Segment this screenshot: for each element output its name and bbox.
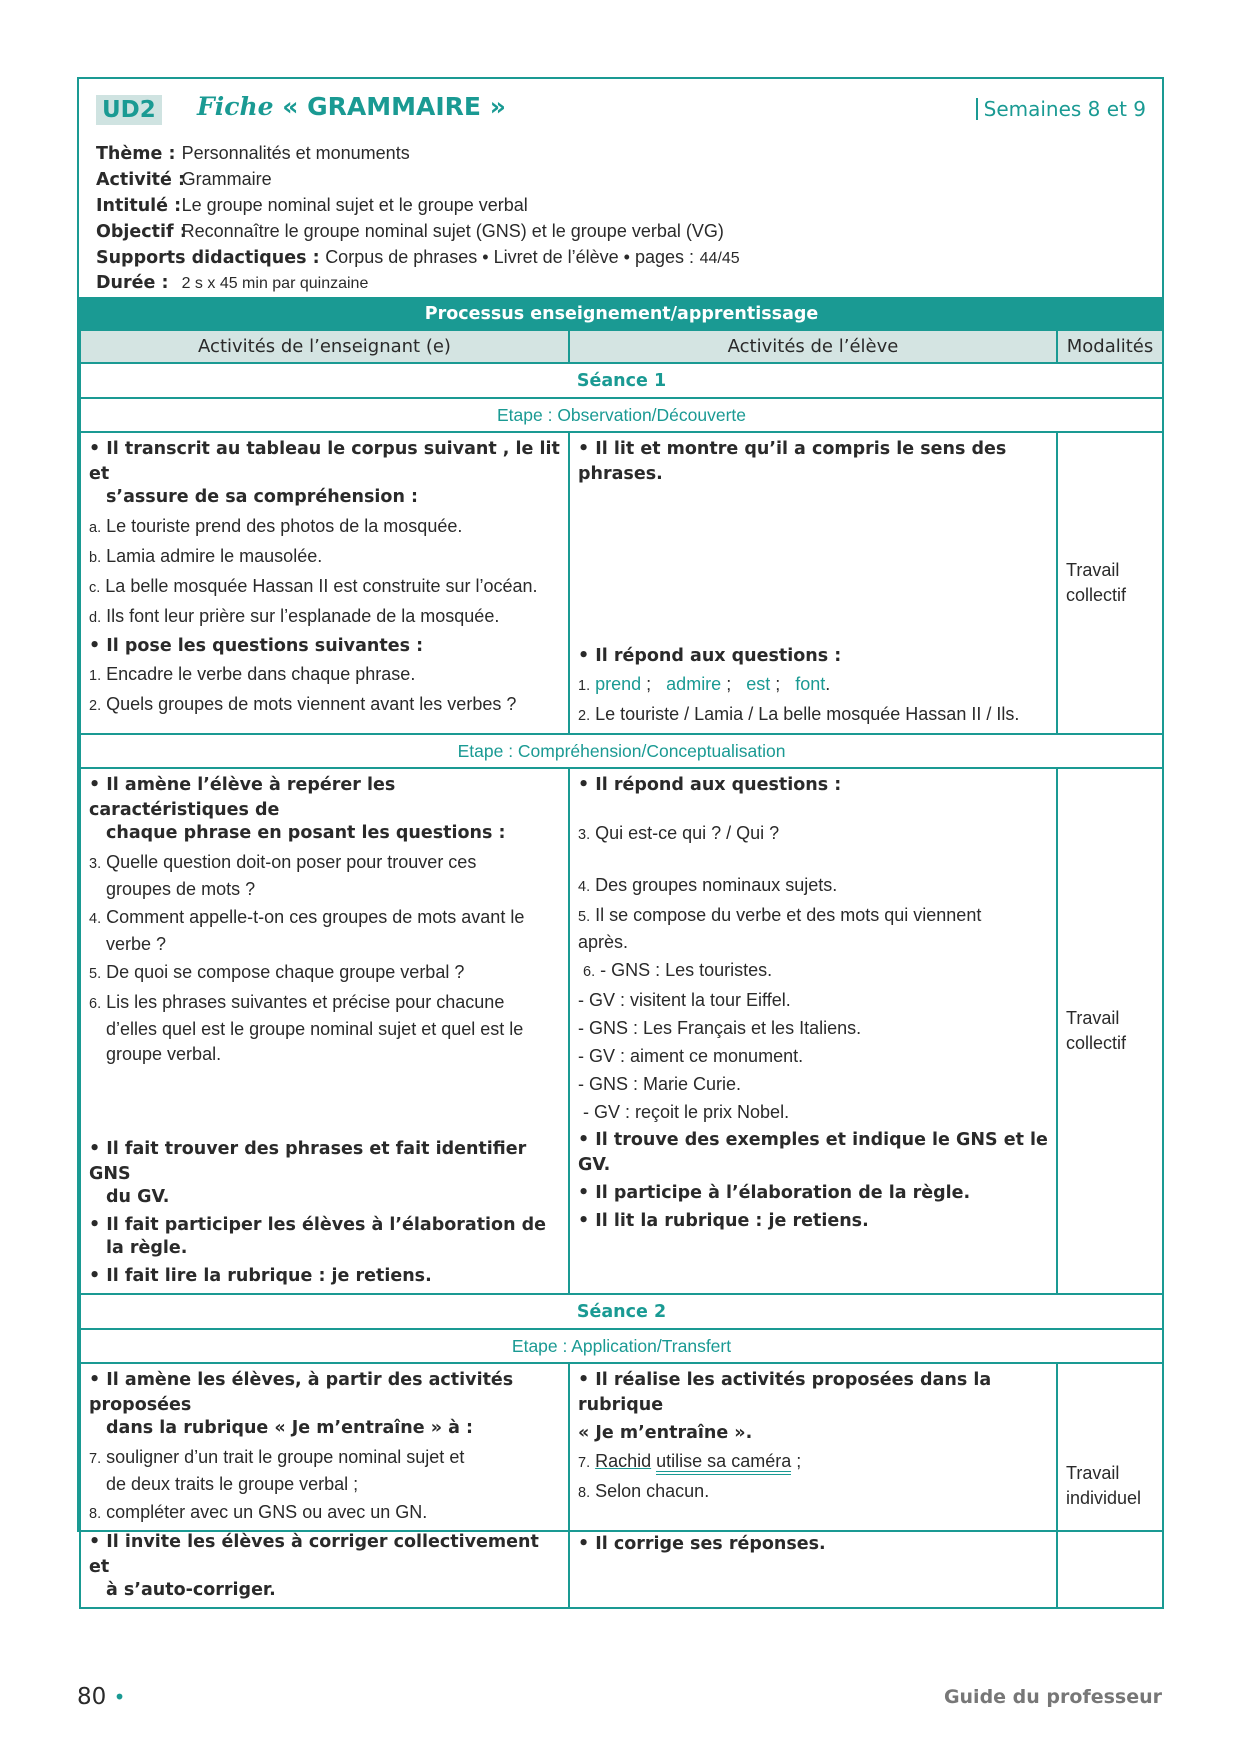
teacher-question-cont: verbe ? <box>106 934 167 954</box>
student-activity: • Il réalise les activités proposées dans la rubrique <box>578 1370 992 1415</box>
teacher-instruction: s’assure de sa compréhension : <box>106 487 418 507</box>
teacher-instruction: la règle. <box>106 1238 188 1258</box>
student-answer: 7. Rachid utilise sa caméra ; <box>578 1449 1048 1476</box>
meta-label: Intitulé : <box>96 196 182 216</box>
gv-double-underlined: utilise sa caméra <box>656 1451 791 1475</box>
meta-value: Personnalités et monuments <box>181 143 410 163</box>
student-cell-observation <box>569 432 1057 734</box>
student-activity: • Il corrige ses réponses. <box>578 1534 826 1554</box>
etape-observation-title: Etape : Observation/Découverte <box>80 398 1163 432</box>
corpus-sentence: a. Le touriste prend des photos de la mosquée. <box>89 516 463 536</box>
weeks-label: Semaines 8 et 9 <box>976 98 1146 120</box>
student-answer: - GNS : Les Français et les Italiens. <box>578 1018 862 1038</box>
page-title <box>197 92 506 121</box>
student-activity: • Il lit la rubrique : je retiens. <box>578 1211 869 1231</box>
footer-title: Guide du professeur <box>943 1686 1162 1708</box>
meta-label: Objectif : <box>96 222 187 242</box>
teacher-question: 8. compléter avec un GNS ou avec un GN. <box>89 1502 428 1522</box>
meta-value: Reconnaître le groupe nominal sujet (GNS) et le groupe verbal (VG) <box>181 221 724 241</box>
teacher-question-cont: d’elles quel est le groupe nominal sujet et quel est le <box>106 1019 524 1039</box>
meta-value: 2 s x 45 min par quinzaine <box>181 275 369 292</box>
teacher-instruction: dans la rubrique « Je m’entraîne » à : <box>106 1418 473 1438</box>
student-answer: 5. Il se compose du verbe et des mots qui viennent <box>578 905 982 925</box>
etape-application-title: Etape : Application/Transfert <box>80 1329 1163 1363</box>
process-title: Processus enseignement/apprentissage <box>80 298 1163 330</box>
meta-label: Activité : <box>96 170 186 190</box>
student-activity: • Il participe à l’élaboration de la règle. <box>578 1183 971 1203</box>
verb-answer: admire <box>666 674 722 694</box>
seance-2-title: Séance 2 <box>80 1294 1163 1329</box>
teacher-instruction: • Il fait lire la rubrique : je retiens. <box>89 1266 432 1286</box>
teacher-question-cont: groupes de mots ? <box>106 879 256 899</box>
student-activity: • Il lit et montre qu’il a compris le sens des phrases. <box>578 439 1007 484</box>
meta-label: Durée : <box>96 273 169 293</box>
teacher-instruction: • Il transcrit au tableau le corpus suivant , le lit et <box>89 439 560 484</box>
teacher-instruction: • Il amène l’élève à repérer les caractéristiques de <box>89 775 396 820</box>
verb-answer: prend <box>595 674 642 694</box>
teacher-instruction: • Il amène les élèves, à partir des activités proposées <box>89 1370 514 1415</box>
student-answer: - GV : reçoit le prix Nobel. <box>583 1102 790 1122</box>
teacher-instruction: • Il fait trouver des phrases et fait identifier GNS <box>89 1139 527 1184</box>
teacher-question-cont: groupe verbal. <box>106 1044 222 1064</box>
student-answer: 3. Qui est-ce qui ? / Qui ? <box>578 823 780 843</box>
corpus-sentence: c. La belle mosquée Hassan II est construite sur l’océan. <box>89 576 538 596</box>
meta-block <box>96 141 740 296</box>
teacher-cell-application <box>80 1363 569 1608</box>
student-answer-cont: après. <box>578 932 629 952</box>
teacher-instruction: • Il fait participer les élèves à l’élaboration de <box>89 1215 547 1235</box>
gns-underlined: Rachid <box>595 1451 652 1471</box>
teacher-question: 7. souligner d’un trait le groupe nominal sujet et <box>89 1447 465 1467</box>
column-header-student: Activités de l’élève <box>569 330 1057 363</box>
page-number: 80 • <box>77 1684 126 1710</box>
process-table <box>79 297 1164 1609</box>
teacher-cell-comprehension <box>80 768 569 1294</box>
verb-answer: est <box>746 674 771 694</box>
bullet-dot: • <box>113 1685 126 1709</box>
sheet-header <box>79 79 1162 297</box>
meta-intitule <box>96 193 740 219</box>
student-cell-comprehension <box>569 768 1057 1294</box>
student-activity: • Il trouve des exemples et indique le GNS et le GV. <box>578 1130 1048 1175</box>
meta-value: Le groupe nominal sujet et le groupe verbal <box>181 195 528 215</box>
teacher-question-cont: de deux traits le groupe verbal ; <box>106 1474 359 1494</box>
student-activity: • Il répond aux questions : <box>578 646 842 666</box>
teacher-question: 2. Quels groupes de mots viennent avant les verbes ? <box>89 694 517 714</box>
corpus-sentence: d. Ils font leur prière sur l’esplanade de la mosquée. <box>89 606 500 626</box>
teacher-question: 1. Encadre le verbe dans chaque phrase. <box>89 664 416 684</box>
teacher-question: 3. Quelle question doit-on poser pour trouver ces <box>89 852 477 872</box>
student-answer: 2. Le touriste / Lamia / La belle mosquée Hassan II / Ils. <box>578 704 1020 724</box>
meta-label: Thème : <box>96 144 176 164</box>
fiche-title-text: « GRAMMAIRE » <box>282 92 506 121</box>
student-activity: • Il répond aux questions : <box>578 775 842 795</box>
teacher-cell-observation <box>80 432 569 734</box>
student-answer: 4. Des groupes nominaux sujets. <box>578 875 838 895</box>
modalite-cell: Travail collectif <box>1057 768 1163 1294</box>
student-activity: « Je m’entraîne ». <box>578 1423 753 1443</box>
student-answer: - GV : visitent la tour Eiffel. <box>578 990 791 1010</box>
teacher-question: 5. De quoi se compose chaque groupe verbal ? <box>89 962 465 982</box>
student-answer: 8. Selon chacun. <box>578 1481 710 1501</box>
meta-value: Corpus de phrases • Livret de l’élève • pages : <box>325 247 694 267</box>
corpus-sentence: b. Lamia admire le mausolée. <box>89 546 323 566</box>
modalite-cell: Travail collectif <box>1057 432 1163 734</box>
meta-pages: 44/45 <box>699 250 740 267</box>
teacher-instruction: à s’auto-corriger. <box>106 1580 276 1600</box>
verb-answer: font <box>795 674 826 694</box>
column-header-teacher: Activités de l’enseignant (e) <box>80 330 569 363</box>
student-answer: 1. prend ; admire ; est ; font. <box>578 674 831 694</box>
student-answer: - GV : aiment ce monument. <box>578 1046 804 1066</box>
seance-1-title: Séance 1 <box>80 363 1163 398</box>
unit-badge: UD2 <box>96 95 162 125</box>
teacher-instruction: du GV. <box>106 1187 170 1207</box>
meta-duree <box>96 271 740 296</box>
student-answer: 6. - GNS : Les touristes. <box>583 960 773 980</box>
meta-objectif <box>96 219 740 245</box>
lesson-sheet <box>77 77 1164 1600</box>
fiche-word: Fiche <box>197 92 274 121</box>
etape-comprehension-title: Etape : Compréhension/Conceptualisation <box>80 734 1163 768</box>
meta-activite <box>96 167 740 193</box>
meta-supports <box>96 245 740 271</box>
teacher-instruction: • Il invite les élèves à corriger collectivement et <box>89 1532 539 1577</box>
teacher-instruction: chaque phrase en posant les questions : <box>106 823 506 843</box>
column-header-modalites: Modalités <box>1057 330 1163 363</box>
teacher-question: 6. Lis les phrases suivantes et précise pour chacune <box>89 992 505 1012</box>
meta-label: Supports didactiques : <box>96 248 320 268</box>
modalite-cell: Travail individuel <box>1057 1363 1163 1608</box>
student-answer: - GNS : Marie Curie. <box>578 1074 742 1094</box>
teacher-question: 4. Comment appelle-t-on ces groupes de mots avant le <box>89 907 525 927</box>
teacher-instruction: • Il pose les questions suivantes : <box>89 636 424 656</box>
meta-value: Grammaire <box>181 169 272 189</box>
meta-theme <box>96 141 740 167</box>
student-cell-application <box>569 1363 1057 1608</box>
